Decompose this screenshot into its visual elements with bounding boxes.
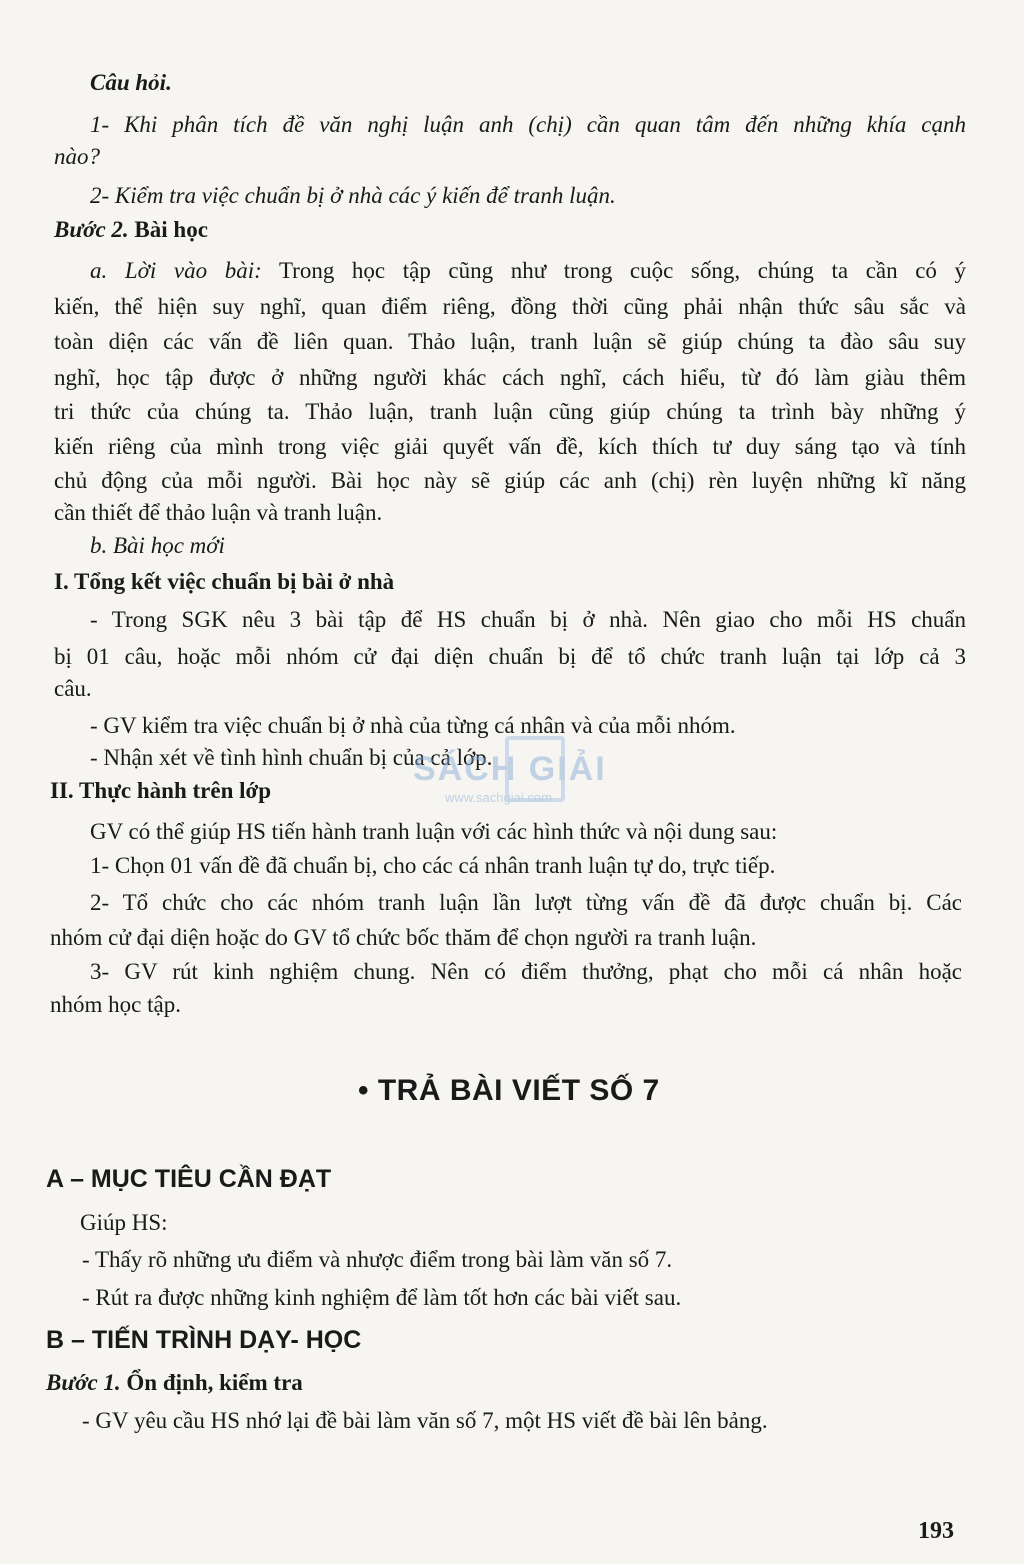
watermark-logo (405, 732, 625, 812)
intro-line-7: chủ động của mỗi người. Bài học này sẽ giúp các anh (chị) rèn luyện những kĩ năng (54, 468, 966, 493)
lesson-title-text: TRẢ BÀI VIẾT SỐ 7 (377, 1074, 660, 1107)
step-1-label: Bước 1. (46, 1370, 121, 1395)
section-ii-item-2: 2- Tổ chức cho các nhóm tranh luận lần lượt từng vấn đề đã được chuẩn bị. Các (90, 890, 962, 915)
section-i-item-3: - Nhận xét về tình hình chuẩn bị của cả lớp. (90, 745, 493, 770)
watermark-url: www.sachgiai.com (445, 790, 552, 805)
question-2: 2- Kiểm tra việc chuẩn bị ở nhà các ý kiến để tranh luận. (90, 183, 616, 208)
intro-line-2: kiến, thể hiện suy nghĩ, quan điểm riêng, đồng thời cũng phải nhận thức sâu sắc và (54, 294, 966, 319)
intro-line-3: toàn diện các vấn đề liên quan. Thảo luận, tranh luận sẽ giúp chúng ta đào sâu suy (54, 329, 966, 354)
question-1: 1- Khi phân tích đề văn nghị luận anh (chị) cần quan tâm đến những khía cạnh (90, 112, 966, 137)
section-i-item-2: - GV kiểm tra việc chuẩn bị ở nhà của từng cá nhân và của mỗi nhóm. (90, 713, 736, 738)
intro-text: Trong học tập cũng như trong cuộc sống, chúng ta cần có ý (278, 258, 967, 283)
section-a-heading: A – MỤC TIÊU CẦN ĐẠT (46, 1165, 332, 1193)
question-1-cont: nào? (54, 144, 100, 169)
section-i-item-1-end: câu. (54, 676, 92, 701)
section-i-heading: I. Tổng kết việc chuẩn bị bài ở nhà (54, 569, 395, 594)
section-b-heading: B – TIẾN TRÌNH DẠY- HỌC (46, 1326, 362, 1354)
intro-line-4: nghĩ, học tập được ở những người khác cách nghĩ, cách hiểu, từ đó làm giàu thêm (54, 365, 966, 390)
section-a-item-2: - Rút ra được những kinh nghiệm để làm tốt hơn các bài viết sau. (82, 1285, 682, 1310)
page-number: 193 (918, 1518, 954, 1544)
step-2-label: Bước 2. (54, 217, 129, 242)
section-i-item-1-cont: bị 01 câu, hoặc mỗi nhóm cử đại diện chuẩn bị để tổ chức tranh luận tại lớp cả 3 (54, 644, 966, 669)
new-lesson-label: b. Bài học mới (90, 533, 225, 558)
intro-line-5: tri thức của chúng ta. Thảo luận, tranh luận cũng giúp chúng ta trình bày những ý (54, 399, 966, 424)
step-1-title: Ổn định, kiểm tra (126, 1370, 303, 1395)
section-ii-item-1: 1- Chọn 01 vấn đề đã chuẩn bị, cho các cá nhân tranh luận tự do, trực tiếp. (90, 853, 776, 878)
section-ii-item-3: 3- GV rút kinh nghiệm chung. Nên có điểm thưởng, phạt cho mỗi cá nhân hoặc (90, 959, 962, 984)
lesson-title (358, 1073, 660, 1109)
intro-line-8: cần thiết để thảo luận và tranh luận. (54, 500, 383, 525)
intro-label: a. Lời vào bài: (90, 258, 262, 283)
watermark-text: SÁCH GIẢI (413, 750, 607, 788)
section-ii-item-3-cont: nhóm học tập. (50, 992, 181, 1017)
section-ii-intro: GV có thể giúp HS tiến hành tranh luận với các hình thức và nội dung sau: (90, 819, 778, 844)
intro-line-6: kiến riêng của mình trong việc giải quyết vấn đề, kích thích tư duy sáng tạo và tính (54, 434, 966, 459)
section-ii-item-2-cont: nhóm cử đại diện hoặc do GV tổ chức bốc thăm để chọn người ra tranh luận. (50, 925, 757, 950)
section-i-item-1: - Trong SGK nêu 3 bài tập để HS chuẩn bị ở nhà. Nên giao cho mỗi HS chuẩn (90, 607, 966, 632)
questions-heading: Câu hỏi. (90, 70, 172, 95)
section-ii-heading: II. Thực hành trên lớp (50, 778, 272, 803)
intro-line-1 (90, 256, 966, 286)
step-1-item-1: - GV yêu cầu HS nhớ lại đề bài làm văn số 7, một HS viết đề bài lên bảng. (82, 1408, 768, 1433)
step-2-heading (54, 215, 208, 245)
step-2-title: Bài học (134, 217, 208, 242)
bullet-icon: • (358, 1074, 378, 1107)
step-1-heading (46, 1368, 303, 1398)
section-a-item-1: - Thấy rõ những ưu điểm và nhược điểm trong bài làm văn số 7. (82, 1247, 673, 1272)
section-a-intro: Giúp HS: (80, 1210, 168, 1235)
